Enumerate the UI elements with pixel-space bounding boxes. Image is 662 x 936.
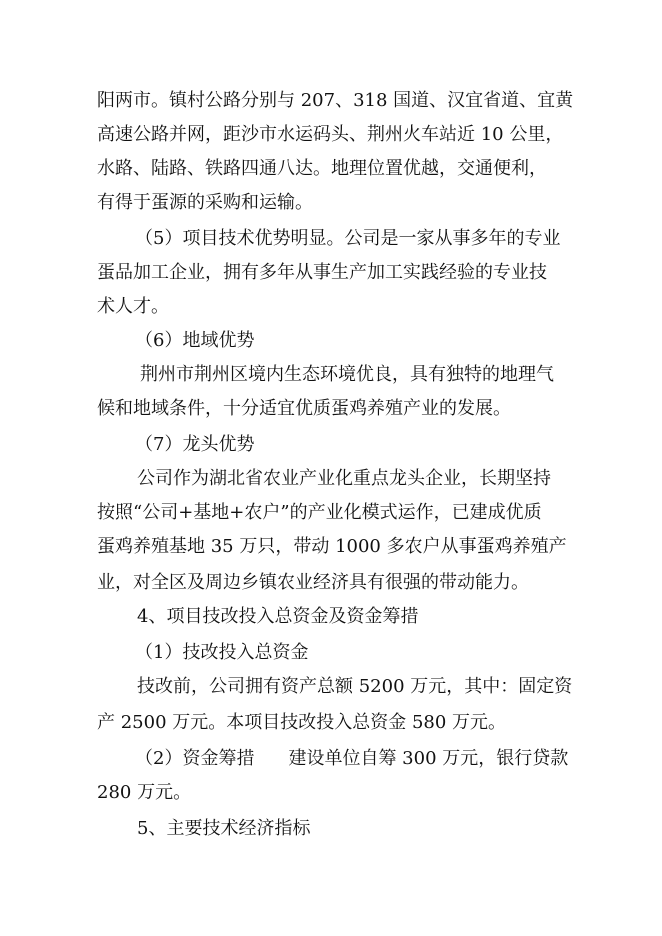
paragraph-line: 技改前，公司拥有资产总额 5200 万元，其中：固定资 [137, 676, 573, 697]
section-4-heading: 4、项目技改投入总资金及资金筹措 [137, 606, 419, 627]
paragraph-line: 公司作为湖北省农业产业化重点龙头企业，长期坚持 [137, 468, 551, 489]
section-6-heading: （6）地域优势 [135, 330, 255, 351]
paragraph-line: 荆州市荆州区境内生态环境优良，具有独特的地理气 [140, 364, 554, 385]
paragraph-line: 产 2500 万元。本项目技改投入总资金 580 万元。 [97, 712, 507, 733]
paragraph-line: 280 万元。 [97, 782, 192, 803]
paragraph-line: 业，对全区及周边乡镇农业经济具有很强的带动能力。 [97, 572, 529, 593]
funding-line [0, 742, 662, 776]
paragraph-line: 高速公路并网，距沙市水运码头、荆州火车站近 10 公里， [97, 124, 564, 145]
subsection-2-heading: （2）资金筹措 [135, 748, 255, 769]
subsection-1-heading: （1）技改投入总资金 [135, 642, 309, 663]
funding-text: 建设单位自筹 300 万元，银行贷款 [288, 748, 569, 769]
paragraph-line: 有得于蛋源的采购和运输。 [97, 192, 313, 213]
paragraph-line: 蛋品加工企业，拥有多年从事生产加工实践经验的专业技 [97, 262, 547, 283]
paragraph-line: 按照“公司+基地+农户”的产业化模式运作，已建成优质 [97, 502, 542, 523]
paragraph-line: 阳两市。镇村公路分别与 207、318 国道、汉宜省道、宜黄 [97, 90, 574, 111]
paragraph-line: 水路、陆路、铁路四通八达。地理位置优越，交通便利， [97, 158, 547, 179]
paragraph-line: 蛋鸡养殖基地 35 万只，带动 1000 多农户从事蛋鸡养殖产 [97, 536, 567, 557]
section-7-heading: （7）龙头优势 [135, 434, 255, 455]
section-5-main-heading: 5、主要技术经济指标 [137, 818, 311, 839]
paragraph-line: 术人才。 [97, 296, 169, 317]
paragraph-line: 候和地域条件，十分适宜优质蛋鸡养殖产业的发展。 [97, 398, 511, 419]
section-5-heading: （5）项目技术优势明显。公司是一家从事多年的专业 [135, 228, 561, 249]
